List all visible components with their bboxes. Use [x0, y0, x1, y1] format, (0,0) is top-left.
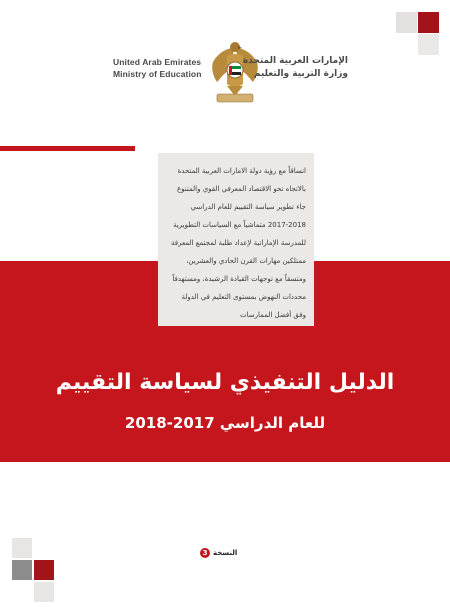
country-name-arabic: الإمارات العربية المتحدة [242, 56, 348, 66]
intro-text-line: 2017-2018 متماشياً مع السياسات التطويرية [173, 221, 306, 229]
version-label [200, 548, 237, 558]
decor-square-gray [12, 538, 32, 558]
intro-text-line: جاء تطوير سياسة التقييم للعام الدراسي [190, 203, 306, 211]
decor-square-gray [12, 560, 32, 580]
decor-square-gray [396, 12, 417, 33]
intro-text-line: اتساقاً مع رؤية دولة الامارات العربية المتحدة [177, 167, 306, 175]
intro-text-line: ممتلكين مهارات القرن الحادي والعشرين، [186, 257, 306, 265]
ministry-name-english [113, 56, 202, 80]
decor-square-gray [34, 582, 54, 602]
accent-line [0, 146, 135, 151]
ministry-name-arabic [243, 55, 348, 81]
intro-text-line: للمدرسة الإماراتية لإعداد طلبة لمجتمع المعرفة [171, 239, 306, 247]
document-title: الدليل التنفيذي لسياسة التقييم [55, 370, 395, 395]
academic-year-subtitle: للعام الدراسي 2017-2018 [124, 414, 326, 432]
decor-square-red [418, 12, 439, 33]
version-number-badge: 3 [200, 548, 210, 558]
intro-text-box [158, 153, 314, 326]
ministry-name-english-line: Ministry of Education [113, 69, 202, 79]
version-text: النسخة [213, 549, 238, 557]
intro-text-line: ومتسقاً مع توجهات القيادة الرشيدة، ومستهدفاً [172, 275, 306, 283]
intro-text-line: محددات النهوض بمستوى التعليم في الدولة [181, 293, 306, 301]
ministry-name-arabic-line: وزارة التربية والتعليم [253, 69, 348, 79]
decor-square-red [34, 560, 54, 580]
decor-square-gray [418, 34, 439, 55]
intro-text-line: بالاتجاه نحو الاقتصاد المعرفي القوي والمتنوع [176, 185, 306, 193]
country-name-english: United Arab Emirates [113, 57, 202, 67]
intro-text-line: وفق أفضل الممارسات [240, 311, 306, 319]
